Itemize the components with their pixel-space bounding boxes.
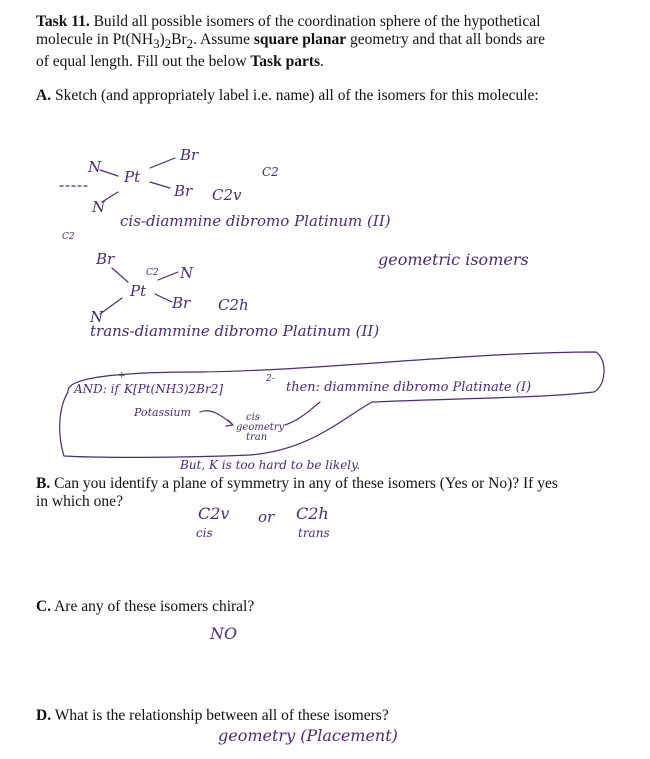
- task-intro-line-3: of equal length. Fill out the below Task parts.: [36, 53, 324, 71]
- part-a-question: A. Sketch (and appropriately label i.e. name) all of the isomers for this molecule:: [36, 87, 539, 104]
- answer-b-cis: cis: [196, 526, 213, 540]
- geometry-note: geometry: [236, 422, 285, 433]
- answer-b-c2v: C2v: [198, 504, 230, 523]
- part-c-question: C. Are any of these isomers chiral?: [36, 598, 255, 615]
- task-intro-line-2: molecule in $Pt(NH_3)_2Br_2$. Assume square planar geometry and that all bonds are: [36, 31, 546, 52]
- cis-n1: N: [88, 158, 102, 176]
- trans-pt: Pt: [130, 282, 147, 300]
- box-charge-plus: +: [118, 371, 126, 381]
- box-then: then: diammine dibromo Platinate (I): [286, 380, 532, 395]
- cis-symmetry: C2v: [212, 186, 242, 204]
- answer-d: geometry (Placement): [218, 726, 398, 745]
- answer-c: NO: [210, 624, 238, 643]
- box-charge: 2-: [266, 374, 275, 384]
- geometric-isomers-note: geometric isomers: [378, 250, 529, 269]
- answer-b-c2h: C2h: [296, 504, 329, 523]
- cis-n2: N: [92, 198, 106, 216]
- box-formula: K[Pt(NH3)2Br2]: [124, 382, 224, 396]
- box-and: AND: if: [74, 382, 119, 396]
- answer-b-trans: trans: [298, 526, 330, 540]
- trans-symmetry: C2h: [218, 296, 249, 314]
- cis-pt: Pt: [124, 168, 141, 186]
- cis-br2: Br: [174, 182, 193, 200]
- cis-br1: Br: [180, 146, 199, 164]
- c2-margin-note: C2: [62, 232, 75, 242]
- cis-name: cis-diammine dibromo Platinum (II): [120, 212, 391, 230]
- potassium-note: Potassium: [134, 406, 191, 419]
- part-d-question: D. What is the relationship between all of these isomers?: [36, 707, 389, 724]
- cis-c2-label: C2: [262, 165, 279, 179]
- task-label: Task 11.: [36, 13, 90, 30]
- trans-br2: Br: [172, 294, 191, 312]
- trans-br1: Br: [96, 250, 115, 268]
- cis-note: cis: [246, 412, 260, 423]
- trans-n1: N: [180, 264, 194, 282]
- potassium-footnote: But, K is too hard to be likely.: [180, 458, 361, 472]
- answer-b-or: or: [258, 508, 275, 526]
- tran-note: tran: [246, 432, 268, 443]
- task-intro-line-1: Task 11. Build all possible isomers of the coordination sphere of the hypothetical: [36, 13, 541, 30]
- part-b-question: B. Can you identify a plane of symmetry in any of these isomers (Yes or No)? If yes in which one?: [36, 475, 558, 510]
- trans-c2-label: C2: [146, 268, 159, 278]
- trans-name: trans-diammine dibromo Platinum (II): [90, 322, 380, 340]
- trans-n2: N: [90, 308, 104, 326]
